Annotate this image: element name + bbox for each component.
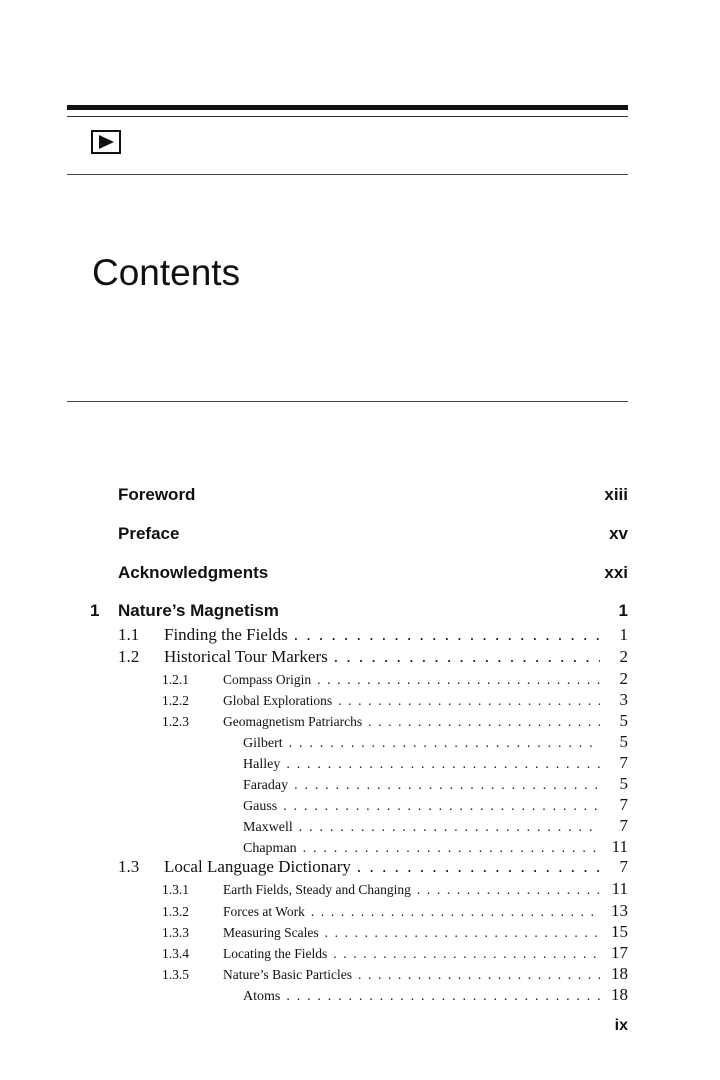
toc-entry-page: 11 — [611, 837, 628, 856]
play-icon — [91, 130, 121, 154]
toc-entry-page: 5 — [619, 732, 628, 751]
toc-entry-number: 1.3.3 — [162, 925, 189, 940]
toc-entry-page: 5 — [619, 711, 628, 730]
toc-entry-number: 1.2.1 — [162, 672, 189, 687]
dot-leader — [294, 778, 600, 794]
toc-entry-title: Chapman — [243, 841, 297, 856]
toc-entry-title: Halley — [243, 757, 281, 772]
toc-entry-page: 7 — [619, 795, 628, 814]
toc-entry-page: xxi — [604, 563, 628, 582]
toc-entry-number: 1.1 — [118, 625, 140, 644]
toc-entry-title: Acknowledgments — [118, 563, 269, 582]
dot-leader — [317, 672, 600, 688]
toc-subsection — [162, 943, 628, 964]
page-number: ix — [614, 1017, 628, 1034]
toc-entry-title: Maxwell — [243, 820, 293, 835]
toc-subsubsection — [243, 985, 628, 1006]
toc-subsection — [162, 922, 628, 943]
toc-entry-page: 17 — [611, 943, 628, 962]
dot-leader — [368, 714, 600, 730]
toc-subsection — [162, 964, 628, 985]
toc-section — [118, 647, 628, 669]
toc-entry-page: xiii — [604, 485, 628, 504]
toc-entry-page: 7 — [619, 753, 628, 772]
toc-entry-number: 1.2.2 — [162, 693, 189, 708]
toc-entry-number: 1.3 — [118, 857, 140, 876]
header-divider — [67, 174, 628, 175]
dot-leader — [333, 946, 600, 962]
dot-leader — [417, 882, 600, 898]
toc-subsubsection — [243, 837, 628, 858]
toc-entry-page: 11 — [611, 879, 628, 898]
dot-leader — [357, 857, 600, 877]
dot-leader — [338, 693, 600, 709]
toc-entry-page: 5 — [619, 774, 628, 793]
top-thick-rule — [67, 105, 628, 110]
dot-leader — [303, 841, 600, 857]
chapter-number: 1 — [90, 601, 100, 620]
top-thin-rule — [67, 116, 628, 117]
toc-section — [118, 625, 628, 647]
toc-entry-page: 13 — [611, 901, 628, 920]
toc-entry-title: Measuring Scales — [223, 925, 319, 940]
toc-entry-title: Gilbert — [243, 736, 283, 751]
toc-entry-title: Forces at Work — [223, 904, 305, 919]
toc-subsection — [162, 879, 628, 900]
toc-entry-number: 1.2 — [118, 647, 140, 666]
toc-subsection — [162, 901, 628, 922]
toc-subsubsection — [243, 732, 628, 753]
dot-leader — [289, 736, 600, 752]
dot-leader — [294, 625, 600, 645]
dot-leader — [283, 799, 600, 815]
toc-entry-title: Faraday — [243, 778, 289, 793]
toc-subsubsection — [243, 795, 628, 816]
toc-entry-number: 1.2.3 — [162, 714, 189, 729]
toc-entry-page: 15 — [611, 922, 628, 941]
title-divider — [67, 401, 628, 402]
chapter-page: 1 — [618, 601, 628, 620]
toc-subsubsection — [243, 774, 628, 795]
toc-entry-title: Global Explorations — [223, 693, 333, 708]
toc-subsection — [162, 711, 628, 732]
toc-entry-title: Historical Tour Markers — [164, 647, 328, 666]
toc-subsection — [162, 669, 628, 690]
toc-entry-title: Geomagnetism Patriarchs — [223, 714, 363, 729]
toc-entry-title: Atoms — [243, 989, 281, 1004]
toc-entry-title: Compass Origin — [223, 672, 312, 687]
toc-entry-page: 7 — [619, 857, 628, 876]
toc-subsubsection — [243, 816, 628, 837]
toc-entry-title: Gauss — [243, 799, 278, 814]
toc-entry-page: 18 — [611, 964, 628, 983]
toc-entry-page: 1 — [619, 625, 628, 644]
toc-front-matter-preface — [118, 524, 628, 548]
toc-entry-title: Earth Fields, Steady and Changing — [223, 882, 411, 897]
dot-leader — [358, 967, 600, 983]
toc-section — [118, 857, 628, 879]
toc-entry-number: 1.3.4 — [162, 946, 189, 961]
dot-leader — [334, 647, 600, 667]
toc-entry-page: 2 — [619, 647, 628, 666]
dot-leader — [325, 925, 600, 941]
toc-entry-title: Local Language Dictionary — [164, 857, 351, 876]
toc-entry-number: 1.3.2 — [162, 904, 189, 919]
page-title: Contents — [92, 252, 241, 293]
toc-entry-title: Nature’s Basic Particles — [223, 967, 352, 982]
toc-front-matter-foreword — [118, 485, 628, 509]
dot-leader — [299, 820, 600, 836]
chapter-title: Nature’s Magnetism — [118, 601, 279, 620]
toc-front-matter-acknowledgments — [118, 563, 628, 587]
toc-entry-title: Finding the Fields — [164, 625, 288, 644]
toc-entry-page: 18 — [611, 985, 628, 1004]
toc-entry-title: Preface — [118, 524, 180, 543]
toc-entry-title: Foreword — [118, 485, 196, 504]
toc-chapter-1 — [90, 601, 628, 625]
toc-entry-page: 3 — [619, 690, 628, 709]
toc-entry-number: 1.3.5 — [162, 967, 189, 982]
toc-entry-page: xv — [609, 524, 628, 543]
dot-leader — [311, 904, 600, 920]
toc-entry-title: Locating the Fields — [223, 946, 328, 961]
toc-entry-page: 2 — [619, 669, 628, 688]
dot-leader — [286, 989, 600, 1005]
dot-leader — [286, 757, 600, 773]
toc-subsection — [162, 690, 628, 711]
toc-subsubsection — [243, 753, 628, 774]
toc-entry-number: 1.3.1 — [162, 882, 189, 897]
toc-entry-page: 7 — [619, 816, 628, 835]
